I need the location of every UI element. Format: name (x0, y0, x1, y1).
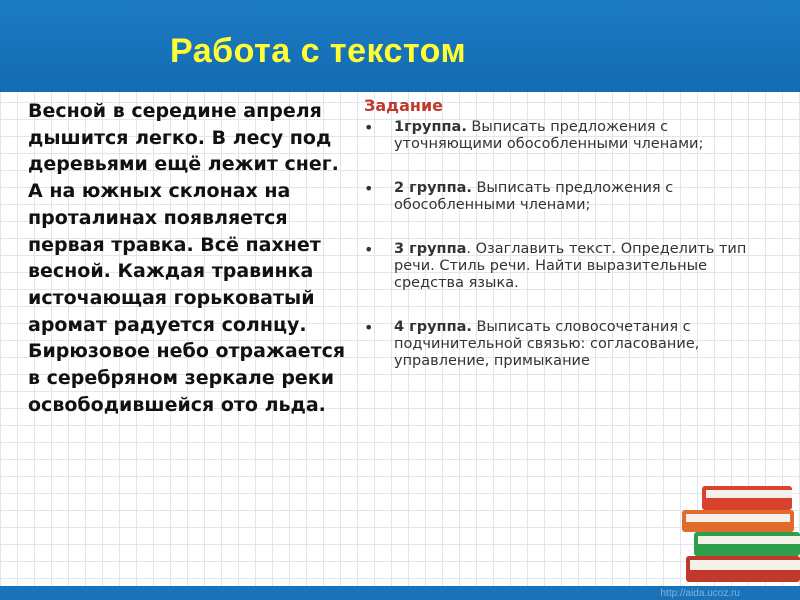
task-group-label: 4 группа. (394, 319, 472, 335)
stack-of-books-icon (680, 476, 800, 586)
task-group-label: 1группа. (394, 119, 467, 135)
text-passage: Весной в середине апреля дышится легко. В лесу под деревьями ещё лежит снег. А на южных склонах на проталинах появляется первая травка. Всё пахнет весной. Каждая травинка источающая горьковатый аромат радуется солнцу. Бирюзовое небо отражается в серебряном зеркале реки освободившейся ото льда. (28, 100, 346, 416)
task-item-4 (364, 319, 774, 370)
task-text: Выписать предложения с уточняющими обособленными членами; (394, 119, 704, 152)
bullet-icon: • (364, 240, 374, 259)
bullet-icon: • (364, 118, 374, 137)
task-panel (364, 96, 774, 397)
task-text: Выписать предложения с обособленными членами; (394, 180, 674, 213)
slide-title: Работа с текстом (170, 32, 467, 70)
task-text: . Озаглавить текст. Определить тип речи. Стиль речи. Найти выразительные средства языка. (394, 241, 747, 291)
task-item-3 (364, 241, 774, 292)
task-group-label: 3 группа (394, 241, 467, 257)
bullet-icon: • (364, 179, 374, 198)
task-list (364, 119, 774, 370)
task-heading: Задание (364, 96, 443, 115)
footer-url: http://aida.ucoz.ru (660, 588, 740, 599)
task-item-1 (364, 119, 774, 153)
bullet-icon: • (364, 318, 374, 337)
task-text: Выписать словосочетания с подчинительной связью: согласование, управление, примыкание (394, 319, 700, 369)
task-group-label: 2 группа. (394, 180, 472, 196)
task-item-2 (364, 180, 774, 214)
